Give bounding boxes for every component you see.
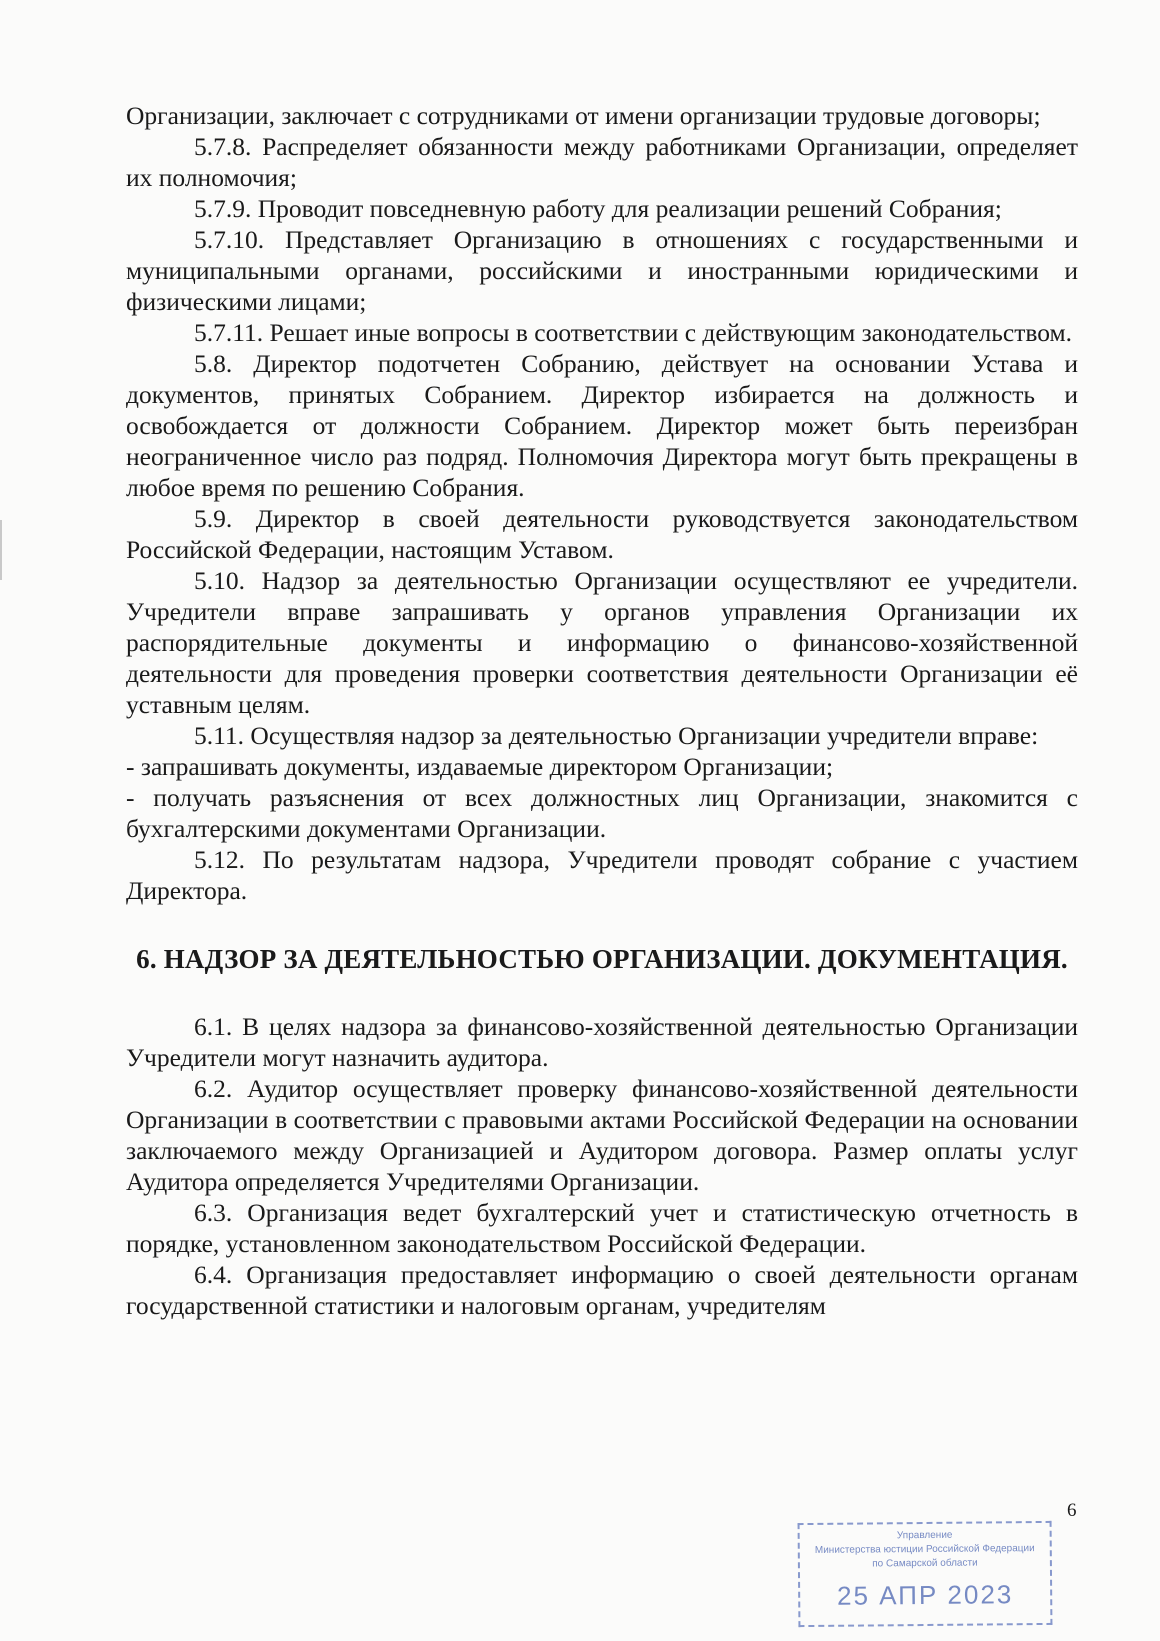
paragraph: 5.7.8. Распределяет обязанности между работниками Организации, определяет их полномочия;	[126, 132, 1078, 192]
paragraph: 5.7.9. Проводит повседневную работу для реализации решений Собрания;	[194, 194, 1002, 223]
section-5-continuation	[126, 100, 1078, 906]
stamp-line-3: по Самарской области	[872, 1557, 978, 1570]
paragraph: 5.12. По результатам надзора, Учредители проводят собрание с участием Директора.	[126, 845, 1078, 905]
section-heading: 6. НАДЗОР ЗА ДЕЯТЕЛЬНОСТЬЮ ОРГАНИЗАЦИИ. ДОКУМЕНТАЦИЯ.	[136, 944, 1068, 974]
paragraph: - запрашивать документы, издаваемые директором Организации;	[126, 752, 834, 781]
document-body	[126, 100, 1078, 1321]
page-number: 6	[1067, 1500, 1077, 1521]
paragraph: 6.2. Аудитор осуществляет проверку финансово-хозяйственной деятельности Организации в соответствии с правовыми актами Российской Федерации на основании заключаемого между Организацией и Аудитором договора. Размер оплаты услуг Аудитора определяется Учредителями Организации.	[126, 1074, 1078, 1196]
paragraph: 5.7.11. Решает иные вопросы в соответствии с действующим законодательством.	[194, 318, 1073, 347]
paragraph: Организации, заключает с сотрудниками от имени организации трудовые договоры;	[126, 101, 1041, 130]
paragraph: 6.3. Организация ведет бухгалтерский учет и статистическую отчетность в порядке, установленном законодательством Российской Федерации.	[126, 1198, 1078, 1258]
paragraph: - получать разъяснения от всех должностных лиц Организации, знакомится с бухгалтерскими документами Организации.	[126, 783, 1078, 843]
paragraph: 5.8. Директор подотчетен Собранию, действует на основании Устава и документов, принятых Собранием. Директор избирается на должность и освобождается от должности Собранием. Директор может быть переизбран неограниченное число раз подряд. Полномочия Директора могут быть прекращены в любое время по решению Собрания.	[126, 349, 1078, 502]
paragraph: 6.4. Организация предоставляет информацию о своей деятельности органам государственной статистики и налоговым органам, учредителям	[126, 1260, 1078, 1320]
section-6-paragraphs	[126, 1011, 1078, 1321]
registration-stamp	[798, 1521, 1053, 1627]
paragraph: 5.10. Надзор за деятельностью Организации осуществляют ее учредители. Учредители вправе запрашивать у органов управления Организации их распорядительные документы и информацию о финансово-хозяйственной деятельности для проведения проверки соответствия деятельности Организации её уставным целям.	[126, 566, 1078, 719]
paragraph: 5.11. Осуществляя надзор за деятельностью Организации учредители вправе:	[194, 721, 1039, 750]
stamp-line-1: Управление	[896, 1529, 953, 1542]
paragraph: 5.7.10. Представляет Организацию в отношениях с государственными и муниципальными органами, российскими и иностранными юридическими и физическими лицами;	[126, 225, 1078, 316]
paragraph: 6.1. В целях надзора за финансово-хозяйственной деятельностью Организации Учредители могут назначить аудитора.	[126, 1012, 1078, 1072]
stamp-date: 25 АПР 2023	[836, 1579, 1014, 1611]
scan-edge-mark	[0, 520, 2, 580]
stamp-line-2: Министерства юстиции Российской Федерации	[814, 1543, 1035, 1556]
paragraph: 5.9. Директор в своей деятельности руководствуется законодательством Российской Федерации, настоящим Уставом.	[126, 504, 1078, 564]
